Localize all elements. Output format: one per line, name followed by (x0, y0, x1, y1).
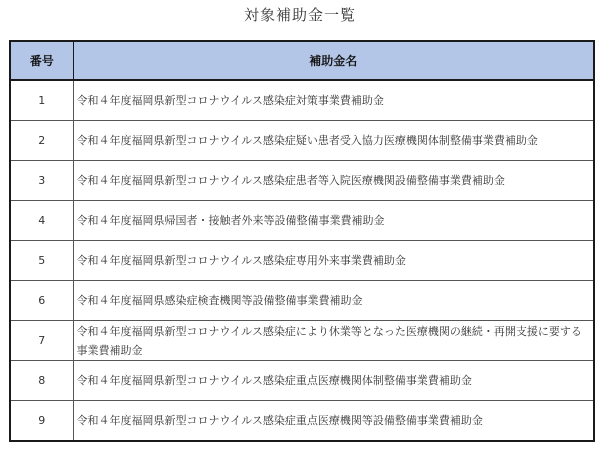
row-subsidy-name: 令和４年度福岡県新型コロナウイルス感染症疑い患者受入協力医療機関体制整備事業費補助金 (73, 121, 594, 161)
header-subsidy-name: 補助金名 (73, 41, 594, 80)
table-row (10, 361, 594, 401)
row-subsidy-name: 令和４年度福岡県新型コロナウイルス感染症重点医療機関等設備整備事業費補助金 (73, 401, 594, 442)
table-row (10, 241, 594, 281)
table-row (10, 201, 594, 241)
row-number: 5 (10, 241, 73, 281)
row-number: 2 (10, 121, 73, 161)
row-subsidy-name: 令和４年度福岡県新型コロナウイルス感染症対策事業費補助金 (73, 80, 594, 121)
row-subsidy-name: 令和４年度福岡県新型コロナウイルス感染症専用外来事業費補助金 (73, 241, 594, 281)
row-number: 3 (10, 161, 73, 201)
table-row (10, 401, 594, 442)
subsidy-table (9, 40, 595, 442)
table-header-row (10, 41, 594, 80)
row-subsidy-name: 令和４年度福岡県帰国者・接触者外来等設備整備事業費補助金 (73, 201, 594, 241)
row-subsidy-name: 令和４年度福岡県新型コロナウイルス感染症患者等入院医療機関設備整備事業費補助金 (73, 161, 594, 201)
row-number: 4 (10, 201, 73, 241)
page-title: 対象補助金一覧 (243, 6, 356, 24)
row-subsidy-name: 令和４年度福岡県新型コロナウイルス感染症により休業等となった医療機関の継続・再開支援に要する事業費補助金 (73, 321, 594, 361)
header-number: 番号 (10, 41, 73, 80)
row-number: 9 (10, 401, 73, 442)
table-row (10, 321, 594, 361)
table-row (10, 121, 594, 161)
row-subsidy-name: 令和４年度福岡県新型コロナウイルス感染症重点医療機関体制整備事業費補助金 (73, 361, 594, 401)
row-number: 8 (10, 361, 73, 401)
row-number: 1 (10, 80, 73, 121)
table-row (10, 80, 594, 121)
table-row (10, 281, 594, 321)
row-subsidy-name: 令和４年度福岡県感染症検査機関等設備整備事業費補助金 (73, 281, 594, 321)
row-number: 6 (10, 281, 73, 321)
table-row (10, 161, 594, 201)
row-number: 7 (10, 321, 73, 361)
